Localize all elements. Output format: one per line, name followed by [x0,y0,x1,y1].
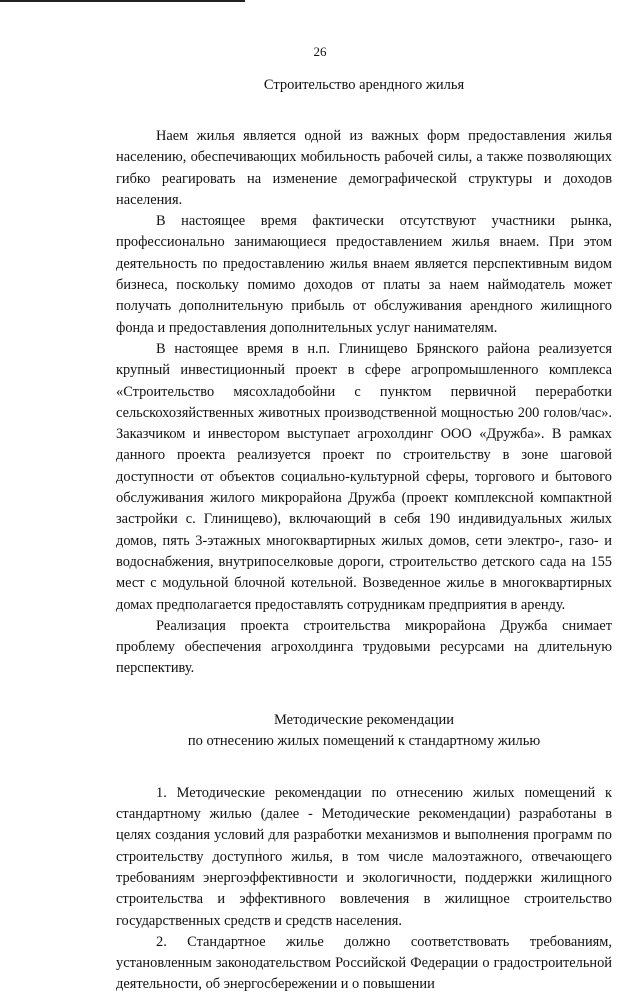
paragraph-5: 1. Методические рекомендации по отнесению жилых помещений к стандартному жилью (далее - Методические рекомендации) разработаны в целях создания условий для разработки механизмов и выполнения программ по строительству доступного жилья, в том числе малоэтажного, отвечающего требованиям энергоэффективности и экологичности, поддержки жилищного строительства и эффективного вовлечения в жилищное строительство государственных средств и средств населения. [116,784,612,929]
document-title: Строительство арендного жилья [263,77,465,93]
paragraph-4: Реализация проекта строительства микрорайона Дружба снимает проблему обеспечения агрохолдинга трудовыми ресурсами на длительную перспективу. [116,617,612,677]
page-number: 26 [313,44,327,59]
top-rule [0,0,245,2]
section-title [116,710,612,753]
paragraph-3: В настоящее время в н.п. Глинищево Брянского района реализуется крупный инвестиционный проект в сфере агропромышленного комплекса «Строительство мясохладобойни с пунктом первичной переработки сельскохозяйственных животных производственной мощностью 200 голов/час». Заказчиком и инвестором выступает агрохолдинг ООО «Дружба». В рамках данного проекта реализуется проект по строительству в зоне шаговой доступности от объектов социально-культурной сферы, торгового и бытового обслуживания жилого микрорайона Дружба (проект комплексной компактной застройки с. Глинищево), включающий в себя 190 индивидуальных жилых домов, пять 3-этажных многоквартирных жилых домов, сети электро-, газо- и водоснабжения, внутрипоселковые дороги, строительство детского сада на 155 мест с модульной блочной котельной. Возведенное жилье в многоквартирных домах предполагается предоставлять сотрудникам предприятия в аренду. [116,340,612,613]
section-title-line-1: Методические рекомендации [273,711,455,728]
paragraph-1: Наем жилья является одной из важных форм предоставления жилья населению, обеспечивающих мобильность рабочей силы, а также позволяющих гибко реагировать на изменение демографической структуры и доходов населения. [116,128,612,208]
section-title-line-2: по отнесению жилых помещений к стандартному жилью [187,733,541,750]
paragraph-6: 2. Стандартное жилье должно соответствовать требованиям, установленным законодательством Российской Федерации о градостроительной деятельности, об энергосбережении и о повышении [116,933,612,993]
document-page [116,75,612,996]
paragraph-2: В настоящее время фактически отсутствуют участники рынка, профессионально занимающиеся предоставлением жилья внаем. При этом деятельность по предоставлению жилья внаем является перспективным видом бизнеса, поскольку помимо доходов от платы за наем наймодатель может получать дополнительную прибыль от обслуживания арендного жилищного фонда и предоставления дополнительных услуг нанимателям. [116,213,612,336]
